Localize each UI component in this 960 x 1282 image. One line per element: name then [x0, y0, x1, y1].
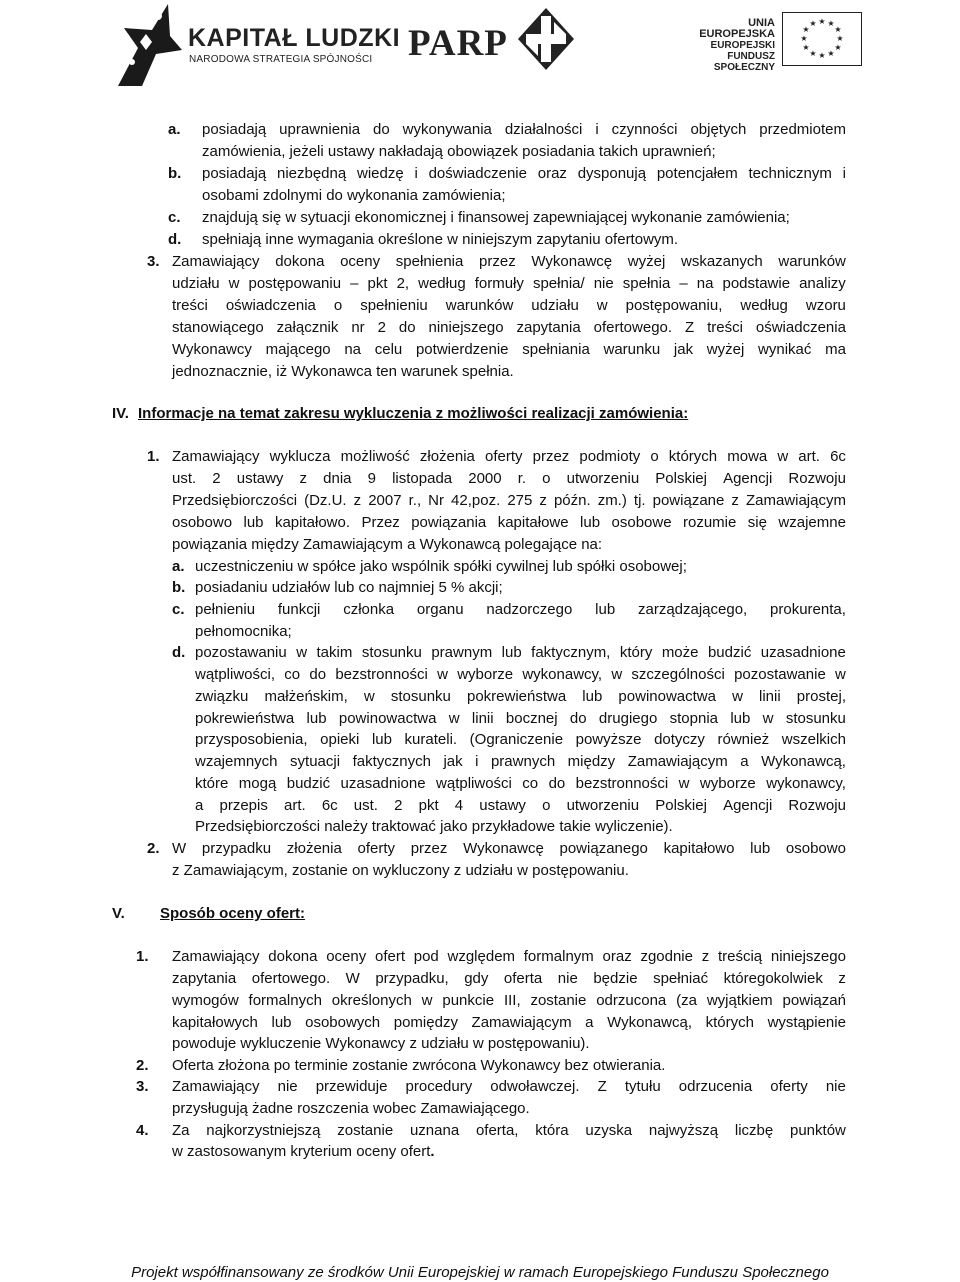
kapital-ludzki-title: KAPITAŁ LUDZKI: [188, 24, 401, 52]
s4-item-1-label: 1.: [147, 448, 160, 465]
s5-item-1-line-2: zapytania ofertowego. W przypadku, gdy oferta nie będzie spełniać któregokolwiek z: [172, 970, 846, 987]
list-a-line-2: zamówienia, jeżeli ustawy nakładają obowiązek posiadania takich uprawnień;: [202, 143, 716, 160]
section-4-title: Informacje na temat zakresu wykluczenia z możliwości realizacji zamówienia:: [138, 405, 689, 422]
list-b-line-2: osobami zdolnymi do wykonania zamówienia;: [202, 187, 506, 204]
s4-sub-d-line-2: wątpliwości, co do bezstronności w wyborze wykonawcy, w szczególności pozostawanie w: [195, 666, 846, 683]
s5-item-1-line-3: wymogów formalnych określonych w punkcie III, zostanie odrzucona (za wyjątkiem powiązań: [172, 992, 846, 1009]
s4-item-2-label: 2.: [147, 840, 160, 857]
svg-text:★: ★: [818, 51, 826, 60]
section-5-title: Sposób oceny ofert:: [160, 905, 306, 922]
s5-item-3-label: 3.: [136, 1078, 149, 1095]
parp-logo: [400, 6, 580, 76]
s5-item-4-line-2: [172, 1141, 435, 1163]
svg-text:★: ★: [802, 25, 810, 34]
s4-sub-d-line-6: wzajemnych sytuacji faktycznych jak i prawnych między Zamawiającym a Wykonawcą,: [195, 753, 846, 770]
svg-text:★: ★: [809, 19, 817, 28]
s5-item-1-line-4: kapitałowych lub osobowych pomiędzy Zamawiającym a Wykonawcą, których wystąpienie: [172, 1014, 846, 1031]
svg-text:★: ★: [800, 34, 808, 43]
s5-item-1-line-1: Zamawiający dokona oceny ofert pod względem formalnym oraz zgodnie z treścią niniejszego: [172, 948, 846, 965]
s4-sub-b-line-1: posiadaniu udziałów lub co najmniej 5 % akcji;: [195, 579, 503, 596]
s5-item-4-line-2-text: w zastosowanym kryterium oceny ofert: [172, 1143, 431, 1160]
eu-flag-icon: [782, 12, 862, 66]
s4-sub-d-line-9: Przedsiębiorczości należy traktować jako przykładowe takie wyliczenie).: [195, 818, 673, 835]
s4-item-2-line-2: z Zamawiającym, zostanie on wykluczony z udziału w postępowaniu.: [172, 862, 629, 879]
section-5-number: V.: [112, 905, 125, 922]
item-3-line-3: treści oświadczenia o spełnieniu warunków udziału w postępowaniu, według wzoru: [172, 297, 846, 314]
eu-logo-line1: UNIA EUROPEJSKA: [699, 17, 775, 40]
s4-sub-c-label: c.: [172, 601, 185, 618]
s4-sub-a-label: a.: [172, 558, 185, 575]
s5-item-1-line-5: powoduje wykluczenie Wykonawcy z udziału w postępowaniu).: [172, 1035, 590, 1052]
item-3-line-6: jednoznacznie, iż Wykonawca ten warunek spełnia.: [172, 363, 514, 380]
svg-text:★: ★: [834, 25, 842, 34]
eu-logo-text: [670, 18, 775, 73]
s4-sub-d-line-3: związku małżeńskim, w stosunku pokrewieństwa lub powinowactwa w linii prostej,: [195, 688, 846, 705]
s5-item-4-line-1: Za najkorzystniejszą zostanie uznana oferta, która uzyska najwyższą liczbę punktów: [172, 1122, 846, 1139]
eu-logo-line2: EUROPEJSKI: [710, 40, 775, 51]
s4-item-1-line-3: Przedsiębiorczości (Dz.U. z 2007 r., Nr 42,poz. 275 z późn. zm.) tj. powiązane z Zamawiającym: [172, 492, 846, 509]
list-d-line-1: spełniają inne wymagania określone w niniejszym zapytaniu ofertowym.: [202, 231, 679, 248]
s5-item-2-line-1: Oferta złożona po terminie zostanie zwrócona Wykonawcy bez otwierania.: [172, 1057, 666, 1074]
list-b-line-1: posiadają niezbędną wiedzę i doświadczenie oraz dysponują potencjałem technicznym i: [202, 165, 846, 182]
item-3-line-1: Zamawiający dokona oceny spełnienia przez Wykonawcę wyżej wskazanych warunków: [172, 253, 846, 270]
s5-item-3-line-2: przysługują żadne roszczenia wobec Zamawiającego.: [172, 1100, 530, 1117]
s4-sub-d-label: d.: [172, 644, 186, 661]
kapital-ludzki-logo: [112, 0, 401, 88]
page-footer: Projekt współfinansowany ze środków Unii Europejskiej w ramach Europejskiego Funduszu Społecznego: [131, 1264, 829, 1281]
s5-item-4-final-period: .: [430, 1143, 435, 1160]
s4-sub-d-line-8: a przepis art. 6c ust. 2 pkt 4 ustawy o utworzeniu Polskiej Agencji Rozwoju: [195, 797, 846, 814]
list-label-a: a.: [168, 121, 181, 138]
svg-text:★: ★: [836, 34, 844, 43]
s4-sub-d-line-7: które mogą budzić uzasadnione wątpliwości co do bezstronności w wyborze wykonawcy,: [195, 775, 846, 792]
item-3-line-2: udziału w postępowaniu – pkt 2, według formuły spełnia/ nie spełnia – na podstawie analizy: [172, 275, 846, 292]
s4-item-2-line-1: W przypadku złożenia oferty przez Wykonawcę powiązanego kapitałowo lub osobowo: [172, 840, 846, 857]
item-3-line-4: stanowiącego załącznik nr 2 do niniejszego zapytania ofertowego. Z treści oświadczenia: [172, 319, 846, 336]
s5-item-2-label: 2.: [136, 1057, 149, 1074]
kapital-ludzki-subtitle: NARODOWA STRATEGIA SPÓJNOŚCI: [189, 54, 373, 65]
s4-sub-d-line-4: pokrewieństwa lub powinowactwa w linii bocznej do drugiego stopnia lub w stosunku: [195, 710, 846, 727]
s4-item-1-line-5: powiązania między Zamawiającym a Wykonawcą polegające na:: [172, 536, 603, 553]
eu-efs-logo: [660, 10, 870, 73]
s5-item-1-label: 1.: [136, 948, 149, 965]
parp-wordmark: PARP: [408, 23, 508, 64]
s5-item-4-label: 4.: [136, 1122, 149, 1139]
eu-stars-icon: [783, 13, 861, 65]
svg-text:★: ★: [809, 49, 817, 58]
s4-item-1-line-4: osobowo lub kapitałowo. Przez powiązania kapitałowe lub osobowe rozumie się wzajemne: [172, 514, 846, 531]
s4-sub-c-line-2: pełnomocnika;: [195, 623, 292, 640]
list-label-b: b.: [168, 165, 182, 182]
list-a-line-1: posiadają uprawnienia do wykonywania działalności i czynności objętych przedmiotem: [202, 121, 846, 138]
item-3-line-5: Wykonawcy mającego na celu potwierdzenie spełniania warunku jak wyżej wynikać ma: [172, 341, 846, 358]
item-3-label: 3.: [147, 253, 160, 270]
eu-logo-line3: FUNDUSZ SPOŁECZNY: [713, 51, 775, 73]
svg-text:★: ★: [827, 19, 835, 28]
s4-item-1-line-2: ust. 2 ustawy z dnia 9 listopada 2000 r. o utworzeniu Polskiej Agencji Rozwoju: [172, 470, 846, 487]
page-header: [0, 0, 960, 92]
s5-item-3-line-1: Zamawiający nie przewiduje procedury odwoławczej. Z tytułu odrzucenia oferty nie: [172, 1078, 846, 1095]
svg-text:★: ★: [834, 43, 842, 52]
s4-sub-d-line-1: pozostawaniu w takim stosunku prawnym lub faktycznym, który może budzić uzasadnione: [195, 644, 846, 661]
list-label-d: d.: [168, 231, 182, 248]
s4-sub-d-line-5: przysposobienia, opieki lub kurateli. (Ograniczenie powyższe dotyczy również wszelkich: [195, 731, 846, 748]
svg-text:★: ★: [818, 17, 826, 26]
s4-sub-c-line-1: pełnieniu funkcji członka organu nadzorczego lub zarządzającego, prokurenta,: [195, 601, 846, 618]
section-4-number: IV.: [112, 405, 129, 422]
parp-arrows-icon: [518, 8, 574, 70]
s4-sub-b-label: b.: [172, 579, 186, 596]
s4-sub-a-line-1: uczestniczeniu w spółce jako wspólnik spółki cywilnej lub spółki osobowej;: [195, 558, 687, 575]
svg-text:★: ★: [827, 49, 835, 58]
kapital-ludzki-star-icon: [112, 0, 184, 86]
list-c-line-1: znajdują się w sytuacji ekonomicznej i finansowej zapewniającej wykonanie zamówienia;: [202, 209, 790, 226]
s4-item-1-line-1: Zamawiający wyklucza możliwość złożenia oferty przez podmioty o których mowa w art. 6c: [172, 448, 846, 465]
list-label-c: c.: [168, 209, 181, 226]
svg-text:★: ★: [802, 43, 810, 52]
